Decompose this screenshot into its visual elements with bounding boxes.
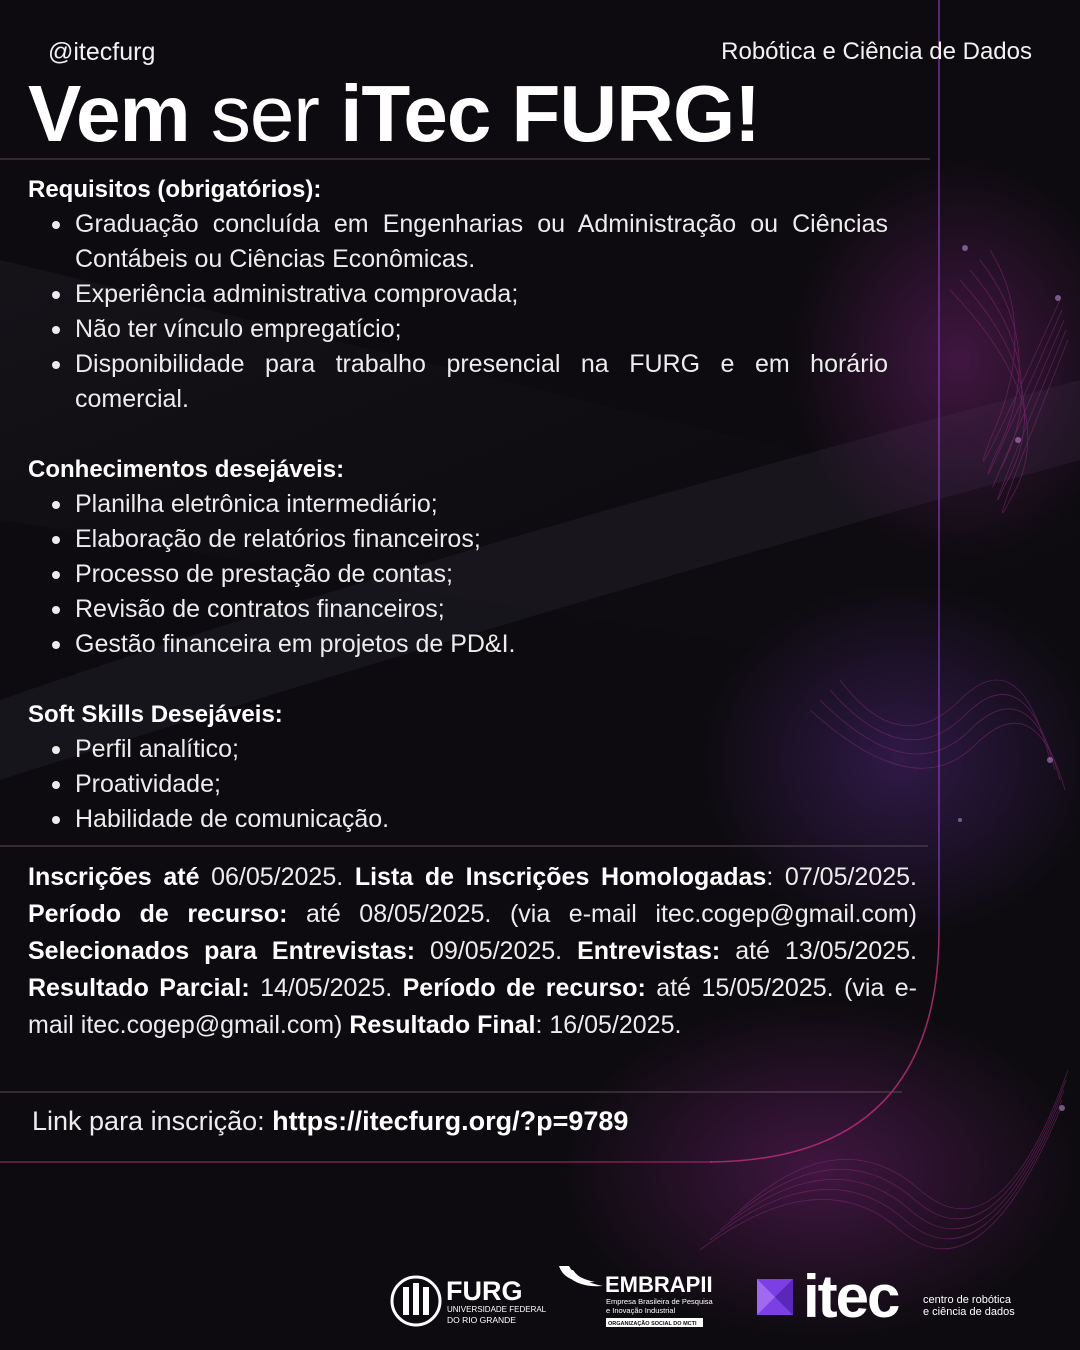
- inscricoes-label: Inscrições até: [28, 863, 200, 891]
- schedule-paragraph: [28, 859, 917, 1044]
- furg-subtitle-1: UNIVERSIDADE FEDERAL: [447, 1305, 547, 1314]
- section-title-requisitos: Requisitos (obrigatórios):: [28, 176, 322, 203]
- bullet-icon: [52, 781, 60, 789]
- list-item: Processo de prestação de contas;: [28, 557, 888, 592]
- link-label: Link para inscrição:: [32, 1106, 273, 1136]
- list-item: Gestão financeira em projetos de PD&I.: [28, 627, 888, 662]
- list-conhecimentos: [28, 487, 888, 662]
- list-item: Experiência administrativa comprovada;: [28, 277, 888, 312]
- final-label: Resultado Final: [349, 1011, 536, 1039]
- homologadas-label: Lista de Inscrições Homologadas: [354, 863, 767, 891]
- recurso-label: Período de recurso:: [28, 900, 288, 928]
- furg-logo-mark: [403, 1287, 409, 1315]
- entrevistas-label: Entrevistas:: [577, 937, 721, 965]
- bullet-icon: [52, 536, 60, 544]
- embrapii-subtitle-1: Empresa Brasileira de Pesquisa: [606, 1297, 713, 1306]
- registration-link[interactable]: https://itecfurg.org/?p=9789: [272, 1106, 629, 1136]
- parcial-label: Resultado Parcial:: [28, 974, 250, 1002]
- bullet-icon: [52, 291, 60, 299]
- final-value: : 16/05/2025.: [535, 1011, 682, 1039]
- recurso-label: Período de recurso:: [402, 974, 646, 1002]
- list-item: Planilha eletrônica intermediário;: [28, 487, 888, 522]
- list-item: Proatividade;: [28, 767, 888, 802]
- furg-name: FURG: [446, 1276, 523, 1306]
- recurso-value: até 08/05/2025. (via e-mail itec.cogep@gmail.com): [287, 900, 918, 928]
- furg-subtitle-2: DO RIO GRANDE: [447, 1315, 516, 1325]
- list-requisitos: [28, 207, 888, 417]
- parcial-value: 14/05/2025.: [249, 974, 403, 1002]
- list-item: Disponibilidade para trabalho presencial na FURG e em horário comercial.: [28, 347, 888, 417]
- embrapii-name: EMBRAPII: [605, 1272, 713, 1297]
- entrevistas-value: até 13/05/2025.: [720, 937, 917, 965]
- page-title: [28, 68, 760, 160]
- registration-link-line: [32, 1106, 628, 1137]
- bullet-icon: [52, 641, 60, 649]
- bullet-icon: [52, 221, 60, 229]
- headline-word-3: iTec FURG!: [340, 69, 760, 158]
- tagline: Robótica e Ciência de Dados: [721, 38, 1032, 65]
- embrapii-subtitle-3: ORGANIZAÇÃO SOCIAL DO MCTI: [608, 1321, 697, 1327]
- homologadas-value: : 07/05/2025.: [766, 863, 917, 891]
- instagram-handle: @itecfurg: [48, 38, 156, 66]
- list-item: Habilidade de comunicação.: [28, 802, 888, 837]
- list-item: Não ter vínculo empregatício;: [28, 312, 888, 347]
- inscricoes-value: 06/05/2025.: [199, 863, 355, 891]
- list-item: Perfil analítico;: [28, 732, 888, 767]
- section-title-soft-skills: Soft Skills Desejáveis:: [28, 701, 283, 728]
- bullet-icon: [52, 501, 60, 509]
- bullet-icon: [52, 361, 60, 369]
- list-item: Graduação concluída em Engenharias ou Administração ou Ciências Contábeis ou Ciências Econômicas.: [28, 207, 888, 277]
- bullet-icon: [52, 606, 60, 614]
- itec-subtitle-2: e ciência de dados: [923, 1306, 1015, 1318]
- embrapii-subtitle-2: e Inovação Industrial: [606, 1306, 676, 1315]
- headline-word-1: Vem: [28, 69, 190, 158]
- bullet-icon: [52, 326, 60, 334]
- section-title-conhecimentos: Conhecimentos desejáveis:: [28, 456, 345, 483]
- bullet-icon: [52, 816, 60, 824]
- job-requirements: [28, 172, 888, 837]
- recurso-value: até 15/05/2025. (via e-mail itec.cogep@gmail.com): [28, 974, 917, 1039]
- embrapii-logo: [555, 1262, 715, 1330]
- headline-word-2: ser: [210, 69, 319, 158]
- furg-logo: [390, 1270, 547, 1330]
- selecionados-label: Selecionados para Entrevistas:: [28, 937, 416, 965]
- itec-subtitle-1: centro de robótica: [923, 1294, 1012, 1306]
- bullet-icon: [52, 746, 60, 754]
- list-soft-skills: [28, 732, 888, 837]
- itec-name: itec: [803, 1263, 899, 1330]
- itec-logo: [755, 1263, 1045, 1330]
- list-item: Elaboração de relatórios financeiros;: [28, 522, 888, 557]
- list-item: Revisão de contratos financeiros;: [28, 592, 888, 627]
- selecionados-value: 09/05/2025.: [415, 937, 578, 965]
- bullet-icon: [52, 571, 60, 579]
